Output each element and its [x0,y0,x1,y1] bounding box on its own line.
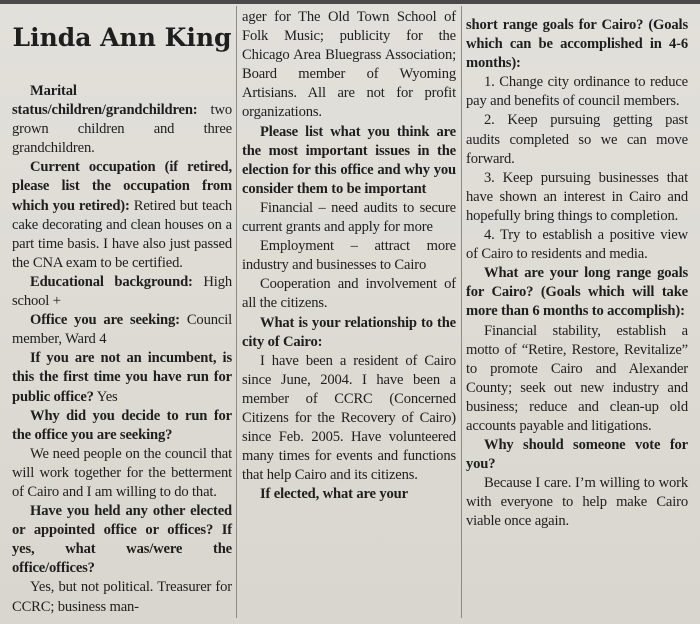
short-goal-item: 1. Change city ordinance to reduce pay and benefits of council members. [466,74,688,110]
question-issues: Please list what you think are the most important issues in the election for this office and why you consider them to be important [242,123,456,197]
question-first-time: If you are not an incumbent, is this the first time you have run for public office? [12,350,232,405]
qa-office [12,311,232,349]
column-1 [12,10,232,618]
question-held-office: Have you held any other elected or appointed office or offices? If yes, what was/were the office/offices? [12,503,232,577]
question-education: Educational background: [30,273,193,290]
question-office: Office you are seeking: [30,312,180,329]
answer-occupation: Retired but teach cake decorating and clean houses on a part time basis. I have also just passed the CNA exam to be certified. [12,197,233,271]
answer-education: High school + [12,273,232,310]
answer-issue-financial: Financial – need audits to secure current grants and apply for more [242,199,456,236]
column-divider [236,6,237,618]
column-divider [461,6,462,618]
short-goal-item: 4. Try to establish a positive view of Cairo to residents and media. [466,227,688,263]
qa-education [12,273,232,311]
question-long-goals: What are your long range goals for Cairo? (Goals which will take more than 6 months to accomplish): [466,265,688,320]
qa-first-time [12,349,232,406]
answer-office: Council member, Ward 4 [12,312,233,348]
qa-marital-status [12,82,232,158]
question-short-goals-start: If elected, what are your [260,486,408,503]
answer-issue-employment: Employment – attract more industry and businesses to Cairo [242,238,456,274]
answer-held-office-cont: ager for The Old Town School of Folk Music; publicity for the Chicago Area Bluegrass Association; Board member of Wyoming Artisians. All are not for profit organizations. [242,9,456,121]
qa-why-run [12,407,232,445]
short-goal-item: 3. Keep pursuing businesses that have shown an interest in Cairo and hopefully bring things to completion. [466,169,688,224]
answer-marital-status: two grown children and three grandchildren. [12,102,232,157]
question-relationship: What is your relationship to the city of Cairo: [242,314,456,350]
answer-relationship: I have been a resident of Cairo since June, 2004. I have been a member of CCRC (Concerned Citizens for the Recovery of Cairo) since Feb. 2005. Have volunteered many times for events and functions that help Cairo and its citizens. [242,352,456,484]
question-vote: Why should someone vote for you? [466,437,688,473]
column-2 [242,8,456,618]
question-why-run: Why did you decide to run for the office you are seeking? [12,407,232,443]
answer-held-office-start: Yes, but not political. Treasurer for CCRC; business man- [12,579,232,615]
candidate-name: Linda Ann King [12,23,232,52]
question-marital-status: Marital status/children/grandchildren: [12,83,198,119]
answer-why-run: We need people on the council that will work together for the betterment of Cairo and I am willing to do that. [12,445,232,500]
question-occupation: Current occupation (if retired, please list the occupation from which you retired): [12,159,232,214]
answer-vote: Because I care. I’m willing to work with everyone to help make Cairo viable once again. [466,475,688,530]
qa-held-office [12,502,232,578]
question-short-goals-cont: short range goals for Cairo? (Goals which can be accomplished in 4-6 months): [466,17,688,72]
column-3 [466,0,688,618]
answer-issue-cooperation: Cooperation and involvement of all the citizens. [242,276,456,312]
short-goal-item: 2. Keep pursuing getting past audits completed so we can move forward. [466,112,688,167]
answer-long-goals: Financial stability, establish a motto of “Retire, Restore, Revitalize” to promote Cairo and Alexander County; seek out new industry and business; reduce and clean-up old accounts payable and litigations. [466,322,688,434]
qa-occupation [12,158,232,273]
answer-first-time: Yes [96,388,118,405]
